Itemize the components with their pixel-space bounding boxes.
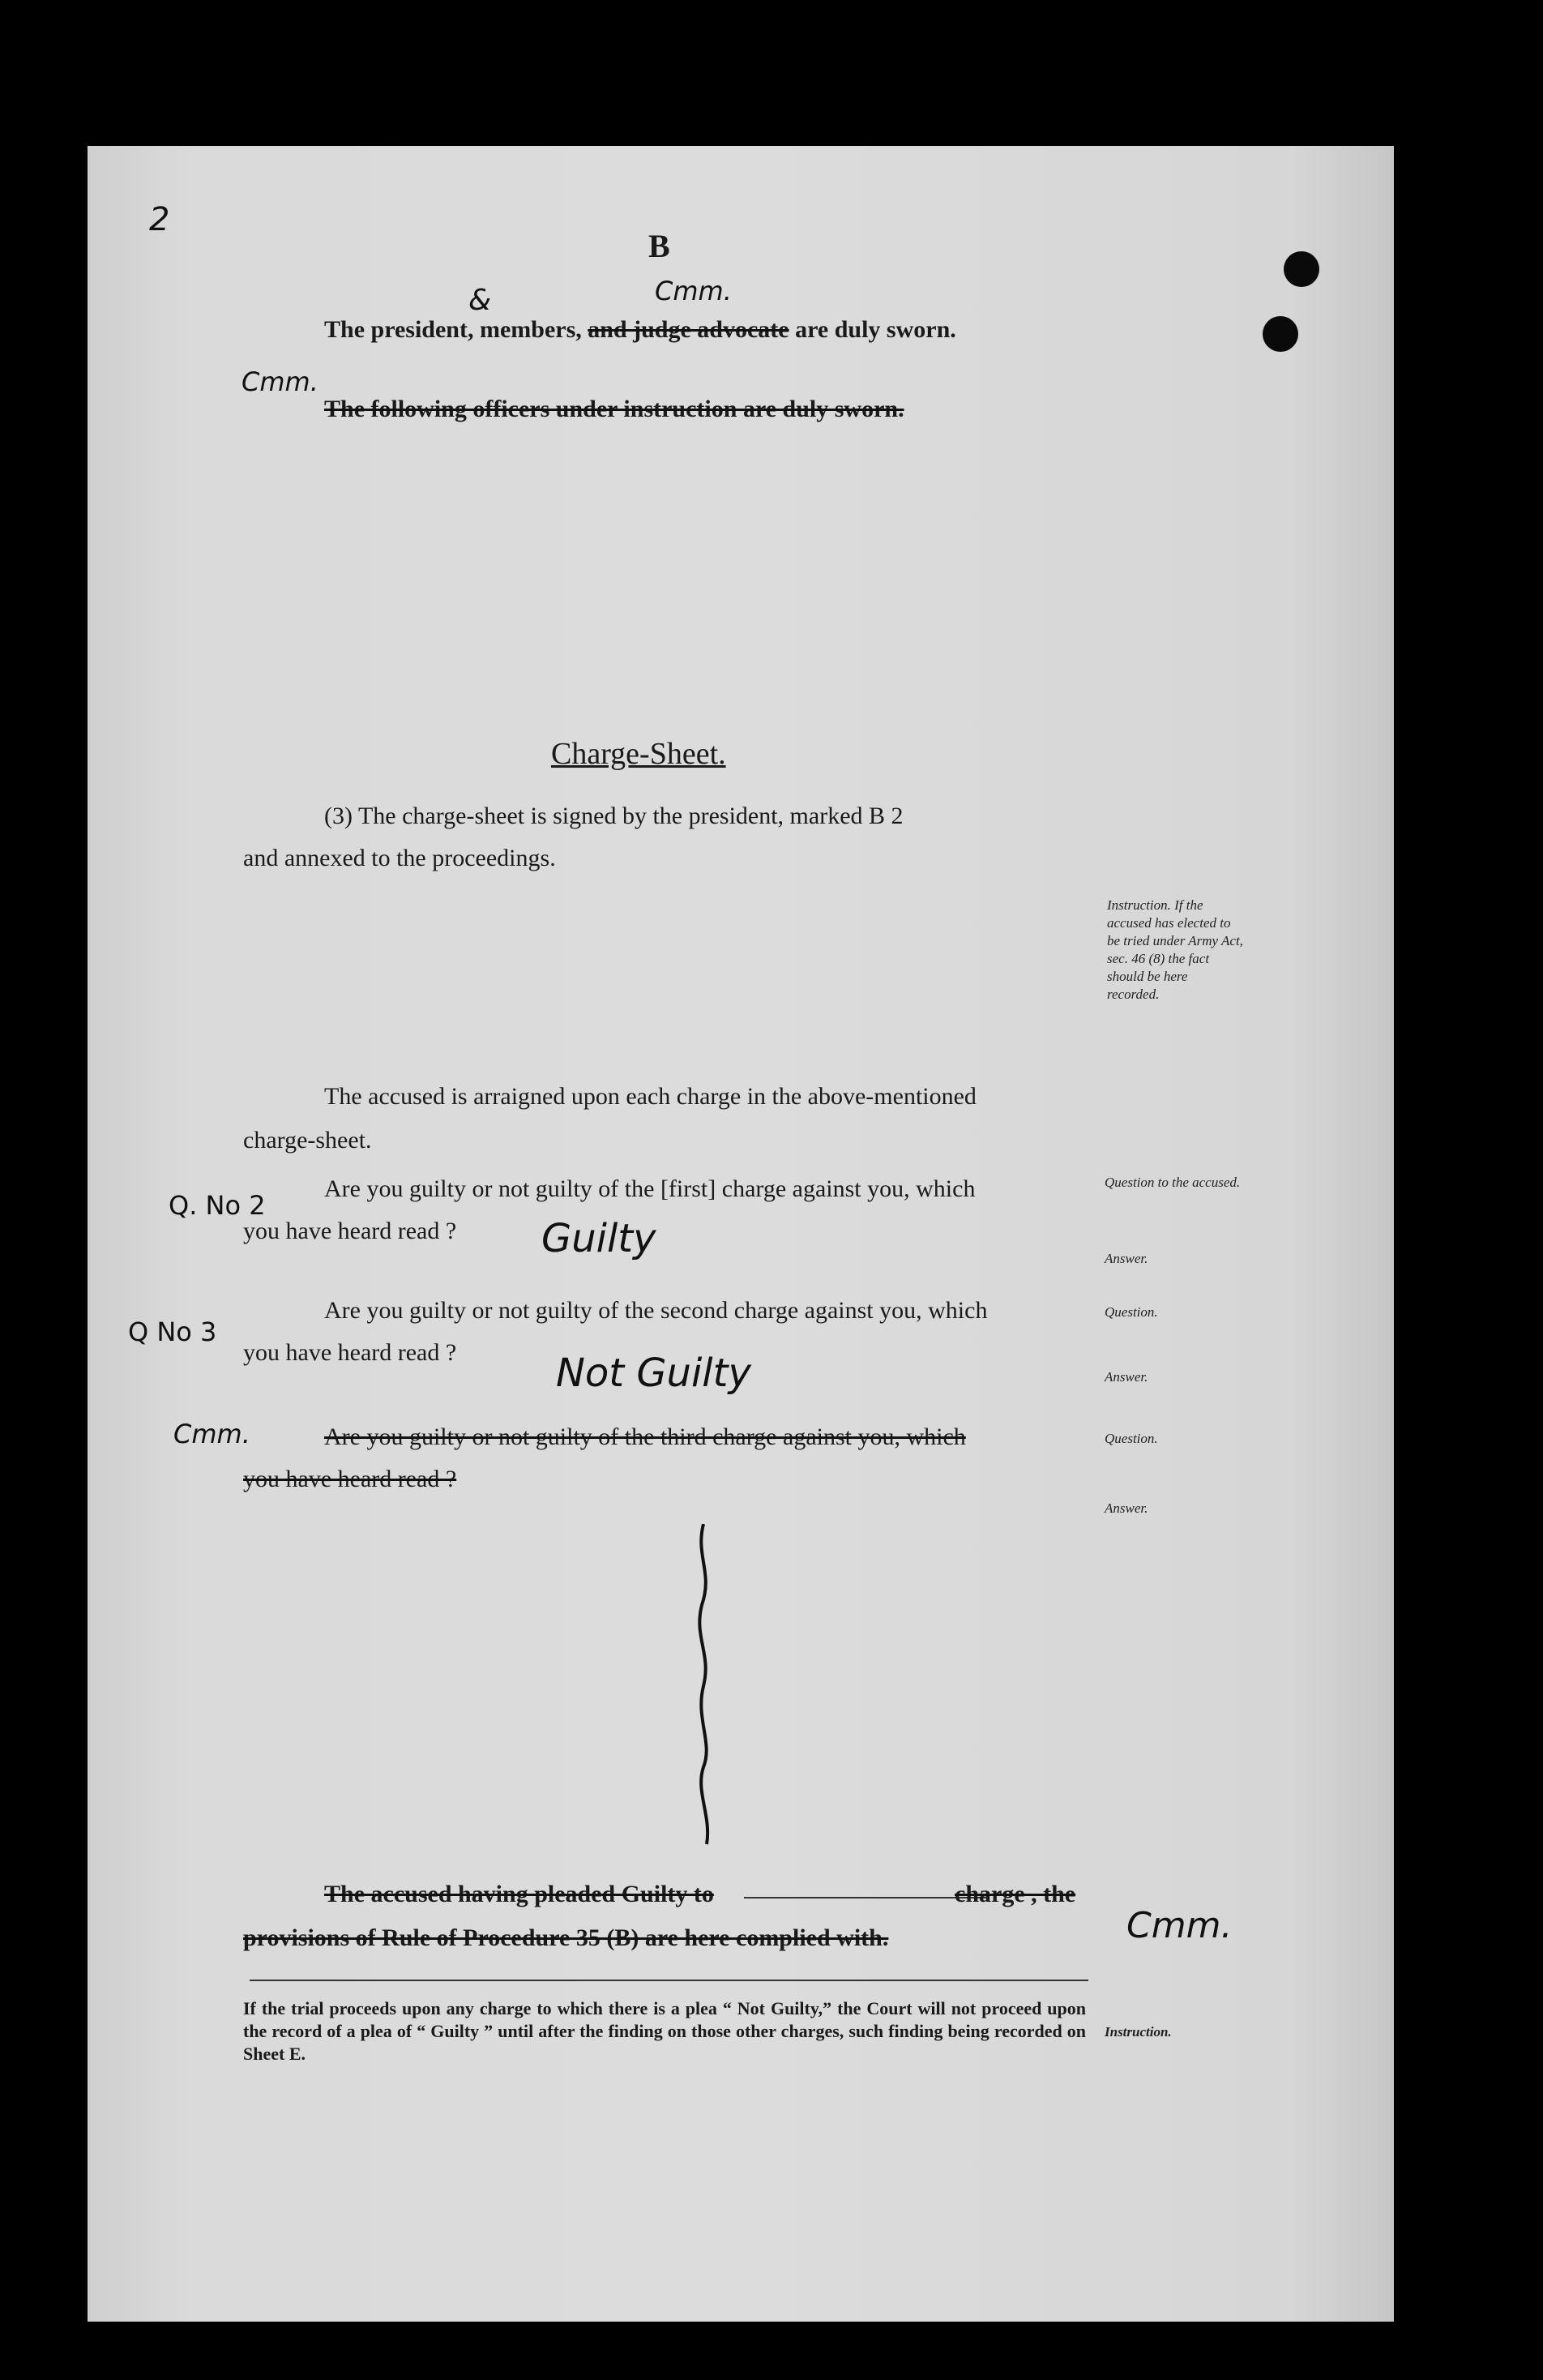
footer-instruction-text: If the trial proceeds upon any charge to which there is a plea “ Not Guilty,” the Court will not proceed upon the record of a plea of “ Guilty ” until after the finding on those other charges, such finding being recorded on Sheet E.: [243, 1998, 1086, 2064]
question-line2: you have heard read ?: [243, 1218, 457, 1244]
rule-struck-line1-end: charge , the: [955, 1881, 1076, 1907]
question-margin-label: Question.: [1105, 1304, 1158, 1320]
instruction-margin-note: Instruction. If the accused has elected to be tried under Army Act, sec. 46 (8) the fact should be here recorded.: [1107, 897, 1243, 1002]
footer-margin-label: Instruction.: [1105, 2024, 1172, 2040]
arraign-line1: The accused is arraigned upon each charge in the above-mentioned: [324, 1083, 977, 1110]
handwritten-initials: Cmm.: [1126, 1905, 1233, 1946]
question-margin-note: Q No 3: [128, 1316, 217, 1347]
sworn-line: [324, 316, 956, 344]
rule-struck-line2: provisions of Rule of Procedure 35 (B) are here complied with.: [243, 1924, 889, 1951]
answer-margin-label: Answer.: [1105, 1251, 1148, 1266]
answer-margin-label: Answer.: [1105, 1500, 1148, 1516]
question-struck-line1: Are you guilty or not guilty of the third charge against you, which: [324, 1423, 966, 1450]
question-margin-note: Q. No 2: [169, 1190, 266, 1221]
question-line2: you have heard read ?: [243, 1339, 457, 1366]
rule-struck-line1-start: The accused having pleaded Guilty to: [324, 1881, 714, 1907]
arraign-line2: charge-sheet.: [243, 1127, 372, 1154]
answer-margin-label: Answer.: [1105, 1369, 1148, 1385]
handwritten-answer: Guilty: [541, 1216, 656, 1261]
separator-rule: [250, 1980, 1088, 1981]
question-struck-line2: you have heard read ?: [243, 1466, 457, 1492]
sworn-text-end: are duly sworn.: [795, 316, 956, 343]
page-number: 2: [149, 201, 170, 238]
charge-sheet-para-line2: and annexed to the proceedings.: [243, 845, 556, 871]
punch-hole: [1263, 316, 1298, 352]
handwritten-insert-word: Cmm.: [655, 276, 732, 306]
vertical-strike-mark: [671, 1524, 736, 1848]
punch-hole: [1284, 251, 1319, 287]
officers-struck-line: The following officers under instruction are duly sworn.: [324, 396, 904, 422]
sworn-text-start: The president, members,: [324, 316, 582, 343]
question-line1: Are you guilty or not guilty of the second charge against you, which: [324, 1297, 988, 1324]
handwritten-answer: Not Guilty: [556, 1351, 751, 1396]
handwritten-caret: &: [468, 284, 492, 317]
charge-sheet-heading: Charge-Sheet.: [551, 737, 726, 771]
section-letter: B: [648, 228, 670, 264]
handwritten-initials: Cmm.: [173, 1419, 250, 1449]
blank-fill-line: [744, 1897, 987, 1898]
charge-sheet-para-line1: (3) The charge-sheet is signed by the president, marked B 2: [324, 803, 904, 829]
question-margin-label: Question.: [1105, 1431, 1158, 1446]
question-margin-label: Question to the accused.: [1105, 1175, 1241, 1190]
document-page: [88, 146, 1394, 2322]
question-line1: Are you guilty or not guilty of the [first] charge against you, which: [324, 1175, 976, 1202]
sworn-struck-text: and judge advocate: [588, 316, 789, 343]
handwritten-initials: Cmm.: [241, 366, 318, 397]
